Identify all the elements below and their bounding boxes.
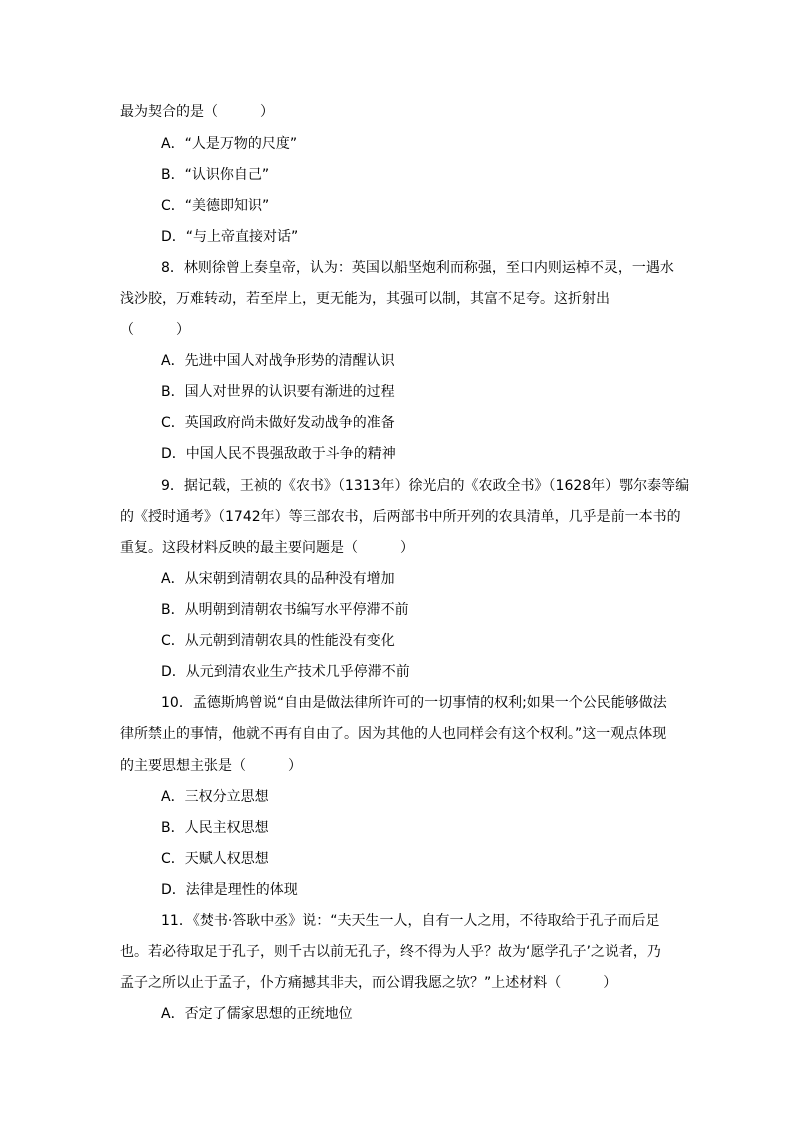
text-line: B．从明朝到清朝农书编写水平停滞不前 [161, 602, 409, 618]
text-line: 的主要思想主张是（ ） [120, 758, 302, 774]
text-line: 10．孟德斯鸠曾说“自由是做法律所许可的一切事情的权利;如果一个公民能够做法 [161, 695, 667, 711]
text-line: 最为契合的是（ ） [120, 104, 274, 120]
text-line: D．法律是理性的体现 [161, 882, 298, 898]
text-line: B．人民主权思想 [161, 820, 269, 836]
text-line: C．“美德即知识” [161, 198, 270, 214]
text-line: D．中国人民不畏强敌敢于斗争的精神 [161, 446, 396, 462]
text-line: B．“认识你自己” [161, 167, 270, 183]
text-line: D．“与上帝直接对话” [161, 229, 299, 245]
text-line: A．“人是万物的尺度” [161, 136, 298, 152]
text-line: 律所禁止的事情，他就不再有自由了。因为其他的人也同样会有这个权利。”这一观点体现 [120, 726, 667, 742]
text-line: D．从元到清农业生产技术几乎停滞不前 [161, 664, 410, 680]
text-line: 11．《焚书·答耿中丞》说：“夫天生一人，自有一人之用，不待取给于孔子而后足 [161, 913, 660, 929]
text-line: 重复。这段材料反映的最主要问题是（ ） [120, 540, 414, 556]
text-line: 也。若必待取足于孔子，则千古以前无孔子，终不得为人乎？故为‘愿学孔子’之说者，乃 [120, 944, 661, 960]
text-line: A．三权分立思想 [161, 789, 269, 805]
text-line: A．先进中国人对战争形势的清醒认识 [161, 353, 395, 369]
text-line: 8．林则徐曾上奏皇帝，认为：英国以船坚炮利而称强，至口内则运棹不灵，一遇水 [161, 260, 674, 276]
text-line: （ ） [120, 322, 190, 338]
text-line: C．英国政府尚未做好发动战争的准备 [161, 415, 395, 431]
text-line: A．否定了儒家思想的正统地位 [161, 1006, 353, 1022]
text-line: 孟子之所以止于孟子，仆方痛撼其非夫，而公谓我愿之欤？”上述材料（ ） [120, 975, 618, 991]
text-line: C．从元朝到清朝农具的性能没有变化 [161, 633, 395, 649]
text-line: 的《授时通考》（1742年）等三部农书，后两部书中所开列的农具清单，几乎是前一本书的 [120, 509, 681, 525]
text-line: C．天赋人权思想 [161, 851, 269, 867]
text-line: 9．据记载，王祯的《农书》（1313年）徐光启的《农政全书》（1628年）鄂尔泰等编 [161, 478, 690, 494]
text-line: A．从宋朝到清朝农具的品种没有增加 [161, 571, 395, 587]
text-line: 浅沙胶，万难转动，若至岸上，更无能为，其强可以制，其富不足夸。这折射出 [120, 291, 610, 307]
text-line: B．国人对世界的认识要有渐进的过程 [161, 384, 395, 400]
